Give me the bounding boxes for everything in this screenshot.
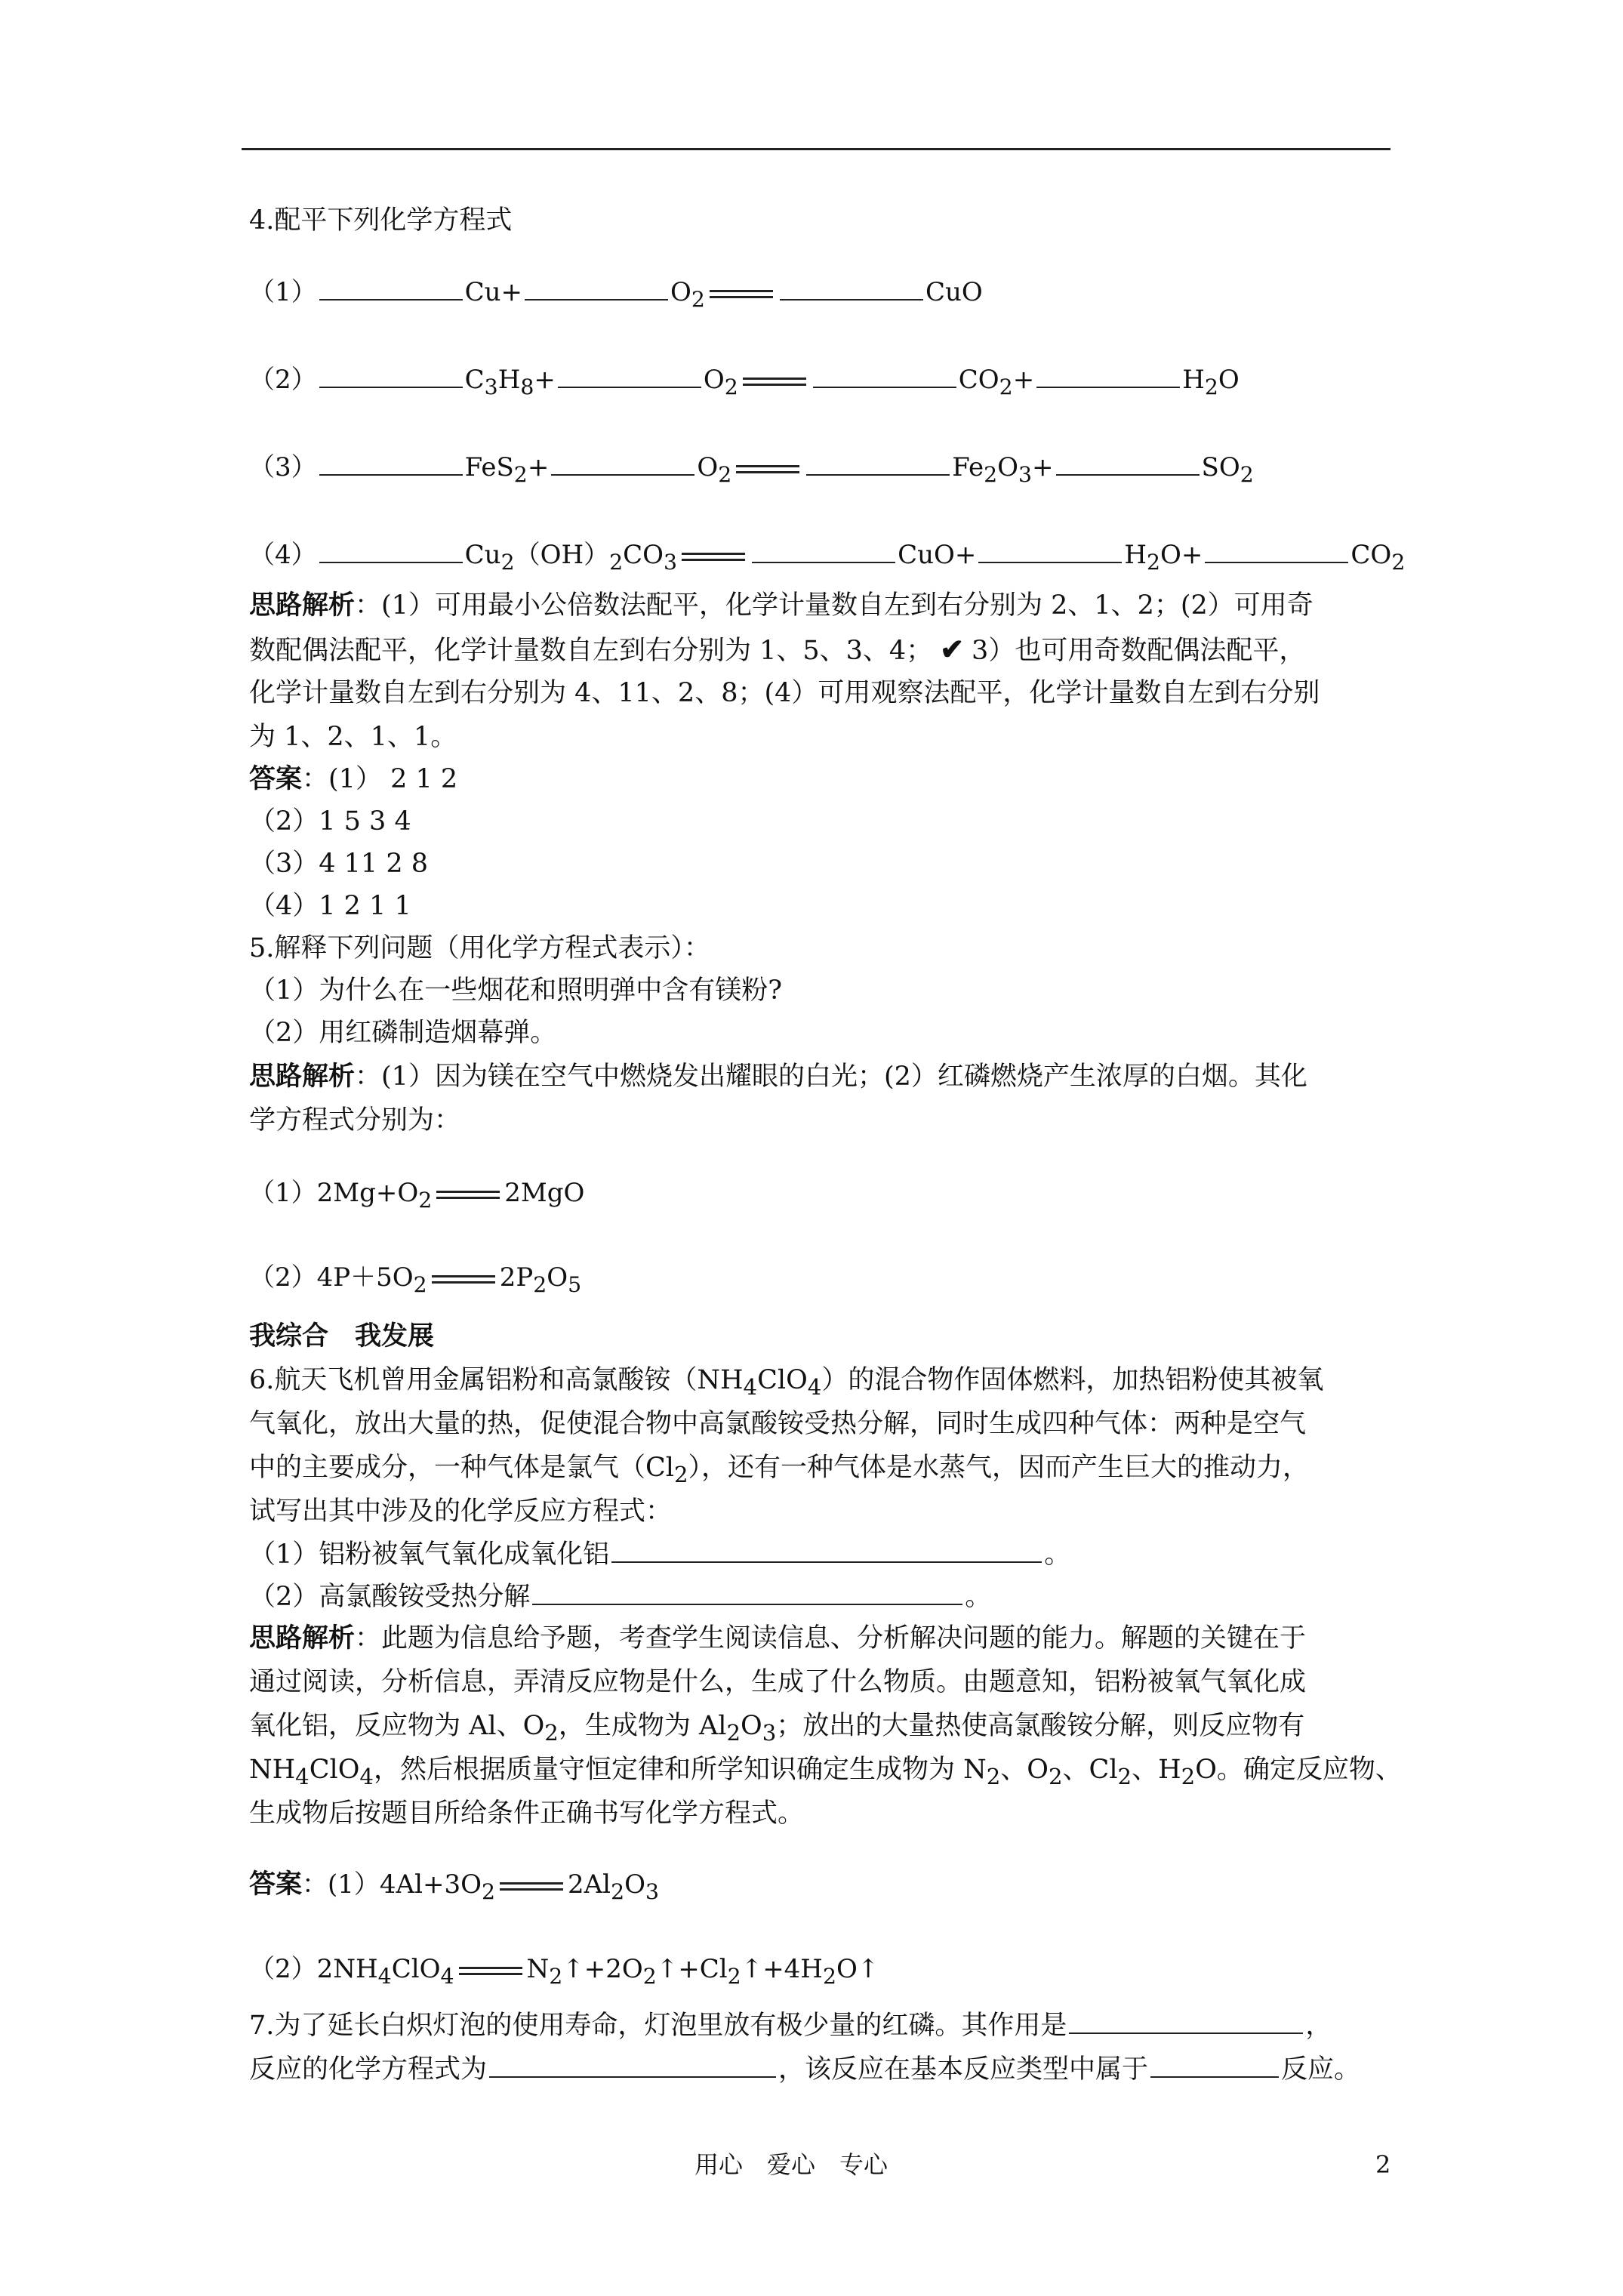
q4-analysis-line-1: 思路解析：(1）可用最小公倍数法配平，化学计量数自左到右分别为 2、1、2；(2）可用奇 bbox=[249, 590, 1313, 621]
answer-blank[interactable] bbox=[558, 364, 701, 388]
answer-blank[interactable] bbox=[319, 451, 463, 476]
q4-answer-4: （4）1 2 1 1 bbox=[249, 891, 411, 921]
q6-answer-1: 答案：$(1)4Al+3O_2$ $2Al_2O_3$ bbox=[249, 1869, 659, 1904]
equals-sign bbox=[736, 465, 799, 473]
q4-answer-1: 答案：(1） 2 1 2 bbox=[249, 763, 458, 794]
answer-blank[interactable] bbox=[752, 539, 895, 563]
answer-blank[interactable] bbox=[1069, 2010, 1303, 2034]
equals-sign bbox=[459, 1967, 522, 1975]
section-heading: 我综合 我发展 bbox=[249, 1321, 435, 1351]
header-rule bbox=[242, 148, 1390, 150]
q7-line-2: 反应的化学方程式为 ，该反应在基本反应类型中属于 反应。 bbox=[249, 2054, 1361, 2085]
q6-analysis-line-2: 通过阅读，分析信息，弄清反应物是什么，生成了什么物质。由题意知，铝粉被氧气氧化成 bbox=[249, 1667, 1307, 1697]
q5-part-1: （1）为什么在一些烟花和照明弹中含有镁粉? bbox=[249, 975, 783, 1006]
q4-equation-4: （4） $Cu_2(OH)_2CO_3$ $CuO+ H_2O+ CO_2$ bbox=[249, 540, 1406, 575]
q4-equation-1: （1） $Cu+ O_2$ CuO bbox=[249, 277, 983, 312]
answer-blank[interactable] bbox=[806, 451, 950, 476]
q4-title: 4.配平下列化学方程式 bbox=[249, 205, 513, 236]
equals-sign bbox=[682, 553, 745, 561]
answer-blank[interactable] bbox=[1150, 2054, 1279, 2078]
equals-sign bbox=[500, 1882, 563, 1891]
answer-blank[interactable] bbox=[1205, 539, 1348, 563]
answer-blank[interactable] bbox=[489, 2054, 776, 2078]
q4-analysis-line-3: 化学计量数自左到右分别为 4、11、2、8；(4）可用观察法配平，化学计量数自左到右分别 bbox=[249, 678, 1320, 708]
q7-line-1: 7.为了延长白炽灯泡的使用寿命，灯泡里放有极少量的红磷。其作用是 ， bbox=[249, 2011, 1332, 2041]
q6-analysis-line-3: 氧化铝，反应物为 Al、$O_2$，生成物为 $Al_2O_3$；放出的大量热使高氯酸铵分解，则反应物有 bbox=[249, 1711, 1305, 1746]
q4-answer-3: （3）4 11 2 8 bbox=[249, 849, 428, 879]
q4-analysis-line-4: 为 1、2、1、1。 bbox=[249, 722, 457, 752]
q5-equation-1: $(1)2Mg+O_2$ 2MgO bbox=[249, 1178, 585, 1213]
answer-blank[interactable] bbox=[813, 364, 956, 388]
checkmark-icon: ✔ bbox=[940, 632, 965, 666]
q6-analysis-line-4: $NH_4ClO_4$，然后根据质量守恒定律和所学知识确定生成物为 $N_2$、$O_2$、$Cl_2$、$H_2O$。确定反应物、 bbox=[249, 1755, 1402, 1789]
q6-part-2: （2）高氯酸铵受热分解 。 bbox=[249, 1582, 992, 1612]
answer-blank[interactable] bbox=[780, 276, 923, 300]
q5-analysis-line-1: 思路解析：(1）因为镁在空气中燃烧发出耀眼的白光；(2）红磷燃烧产生浓厚的白烟。其化 bbox=[249, 1061, 1307, 1092]
answer-blank[interactable] bbox=[1036, 364, 1180, 388]
answer-blank[interactable] bbox=[319, 276, 463, 300]
q6-line-4: 试写出其中涉及的化学反应方程式： bbox=[249, 1496, 673, 1527]
equals-sign bbox=[710, 290, 773, 298]
answer-blank[interactable] bbox=[611, 1539, 1042, 1563]
equals-sign bbox=[743, 378, 806, 386]
q4-answer-2: （2）1 5 3 4 bbox=[249, 806, 411, 837]
q6-line-2: 气氧化，放出大量的热，促使混合物中高氯酸铵受热分解，同时生成四种气体：两种是空气 bbox=[249, 1409, 1307, 1439]
answer-blank[interactable] bbox=[532, 1581, 962, 1605]
q6-line-1: 6.航天飞机曾用金属铝粉和高氯酸铵$(NH_4ClO_4)$的混合物作固体燃料，加热铝粉使其被氧 bbox=[249, 1365, 1324, 1400]
q6-analysis-line-5: 生成物后按题目所给条件正确书写化学方程式。 bbox=[249, 1798, 805, 1829]
answer-blank[interactable] bbox=[551, 451, 694, 476]
q6-answer-2: $(2)2NH_4ClO_4$ $N_2↑+2O_2↑+Cl_2↑+4H_2O↑$ bbox=[249, 1954, 879, 1989]
page-number: 2 bbox=[1375, 2150, 1391, 2179]
equals-sign bbox=[432, 1275, 495, 1284]
footer-motto: 用心 爱心 专心 bbox=[694, 2150, 888, 2179]
answer-blank[interactable] bbox=[319, 539, 463, 563]
q4-equation-3: （3） $FeS_2+ O_2$ $Fe_2O_3+ SO_2$ bbox=[249, 452, 1254, 487]
answer-blank[interactable] bbox=[525, 276, 668, 300]
q4-equation-2: （2） $C_3H_8+ O_2$ $CO_2+ H_2O$ bbox=[249, 365, 1240, 399]
q5-equation-2: $(2)4P+5O_2$ $2P_2O_5$ bbox=[249, 1262, 582, 1297]
answer-blank[interactable] bbox=[1056, 451, 1200, 476]
q6-line-3: 中的主要成分，一种气体是氯气$(Cl_2)$，还有一种气体是水蒸气，因而产生巨大的推动力， bbox=[249, 1453, 1310, 1487]
q5-analysis-line-2: 学方程式分别为： bbox=[249, 1105, 461, 1136]
q6-analysis-line-1: 思路解析：此题为信息给予题，考查学生阅读信息、分析解决问题的能力。解题的关键在于 bbox=[249, 1623, 1307, 1653]
q5-title: 5.解释下列问题（用化学方程式表示）： bbox=[249, 933, 710, 963]
answer-blank[interactable] bbox=[978, 539, 1122, 563]
q5-part-2: （2）用红磷制造烟幕弹。 bbox=[249, 1018, 557, 1048]
answer-blank[interactable] bbox=[319, 364, 463, 388]
q4-analysis-line-2: 数配偶法配平，化学计量数自左到右分别为 1、5、3、4； ✔ 3）也可用奇数配偶法配平， bbox=[249, 632, 1306, 666]
q6-part-1: （1）铝粉被氧气氧化成氧化铝 。 bbox=[249, 1539, 1071, 1570]
equals-sign bbox=[436, 1191, 500, 1199]
